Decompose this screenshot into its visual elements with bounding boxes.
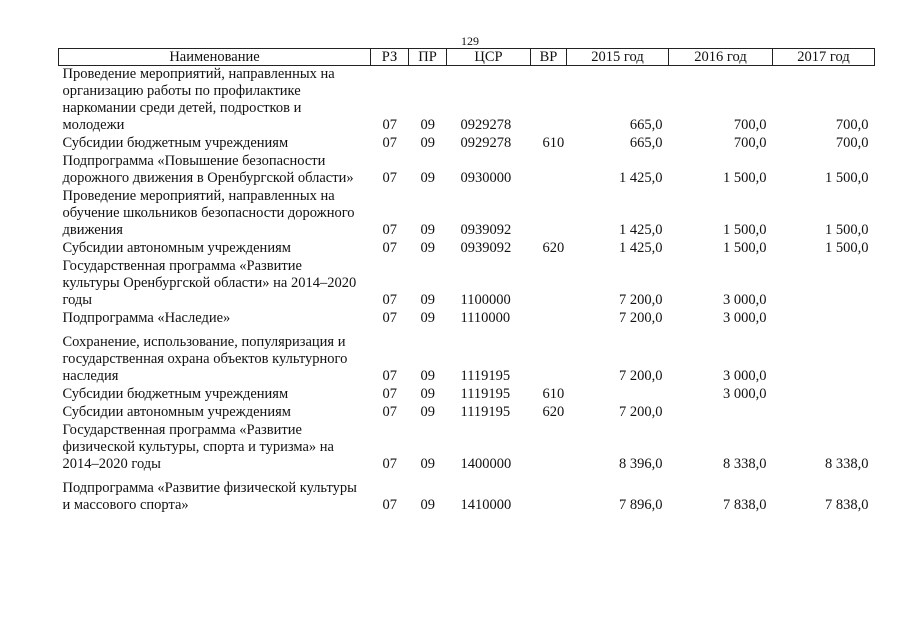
cell-pr: 09 bbox=[420, 497, 435, 513]
cell-name: Государственная программа «Развитие физической культуры, спорта и туризма» на 2014–2020 годы bbox=[62, 422, 334, 472]
table-row bbox=[59, 328, 875, 386]
cell-rz: 07 bbox=[382, 135, 397, 151]
table-row bbox=[59, 135, 875, 153]
table-row bbox=[59, 404, 875, 422]
cell-vr bbox=[531, 474, 567, 515]
cell-2015: 7 896,0 bbox=[619, 497, 663, 513]
cell-2015: 7 200,0 bbox=[619, 404, 663, 420]
cell-2017: 700,0 bbox=[835, 135, 869, 151]
cell-csr: 1119195 bbox=[460, 404, 511, 420]
cell-rz: 07 bbox=[382, 240, 397, 256]
header-2016: 2016 год bbox=[669, 49, 773, 66]
cell-2016: 1 500,0 bbox=[723, 240, 767, 256]
cell-2015: 7 200,0 bbox=[619, 310, 663, 326]
cell-vr: 610 bbox=[542, 135, 565, 151]
cell-2017 bbox=[773, 258, 875, 310]
cell-rz: 07 bbox=[382, 117, 397, 133]
cell-2015: 665,0 bbox=[629, 117, 663, 133]
cell-2015 bbox=[567, 386, 669, 404]
cell-pr: 09 bbox=[420, 368, 435, 384]
table-row bbox=[59, 386, 875, 404]
table-row bbox=[59, 66, 875, 136]
cell-rz: 07 bbox=[382, 386, 397, 402]
cell-rz: 07 bbox=[382, 404, 397, 420]
cell-2015: 665,0 bbox=[629, 135, 663, 151]
cell-pr: 09 bbox=[420, 404, 435, 420]
cell-2016: 8 338,0 bbox=[723, 456, 767, 472]
cell-rz: 07 bbox=[382, 170, 397, 186]
cell-pr: 09 bbox=[420, 292, 435, 308]
cell-csr: 0929278 bbox=[460, 135, 512, 151]
cell-name: Субсидии автономным учреждениям bbox=[62, 240, 291, 256]
page-number: 129 bbox=[461, 34, 479, 48]
cell-pr: 09 bbox=[420, 310, 435, 326]
table-row bbox=[59, 310, 875, 328]
cell-vr bbox=[531, 422, 567, 474]
cell-2015: 7 200,0 bbox=[619, 368, 663, 384]
cell-vr bbox=[531, 153, 567, 188]
cell-name: Подпрограмма «Повышение безопасности дорожного движения в Оренбургской области» bbox=[62, 153, 354, 186]
cell-rz: 07 bbox=[382, 222, 397, 238]
cell-vr: 620 bbox=[542, 240, 565, 256]
cell-vr bbox=[531, 310, 567, 328]
cell-csr: 1410000 bbox=[460, 497, 512, 513]
cell-2016: 700,0 bbox=[733, 135, 767, 151]
cell-csr: 0929278 bbox=[460, 117, 512, 133]
table-row bbox=[59, 153, 875, 188]
cell-vr bbox=[531, 258, 567, 310]
header-name: Наименование bbox=[59, 49, 371, 66]
cell-2016: 7 838,0 bbox=[723, 497, 767, 513]
cell-name: Субсидии бюджетным учреждениям bbox=[62, 135, 289, 151]
cell-2017: 8 338,0 bbox=[825, 456, 869, 472]
cell-pr: 09 bbox=[420, 117, 435, 133]
header-2015: 2015 год bbox=[567, 49, 669, 66]
cell-2015: 1 425,0 bbox=[619, 170, 663, 186]
cell-name: Проведение мероприятий, направленных на организацию работы по профилактике наркомании среди детей, подростков и молодежи bbox=[62, 66, 335, 133]
cell-2016: 1 500,0 bbox=[723, 222, 767, 238]
cell-vr: 620 bbox=[542, 404, 565, 420]
cell-rz: 07 bbox=[382, 368, 397, 384]
cell-2017 bbox=[773, 310, 875, 328]
cell-name: Подпрограмма «Наследие» bbox=[62, 310, 231, 326]
table-row bbox=[59, 258, 875, 310]
table-row bbox=[59, 188, 875, 240]
table-header-row bbox=[59, 49, 875, 66]
cell-2017 bbox=[773, 328, 875, 386]
cell-pr: 09 bbox=[420, 240, 435, 256]
cell-2015: 1 425,0 bbox=[619, 240, 663, 256]
cell-csr: 1400000 bbox=[460, 456, 512, 472]
table-row bbox=[59, 422, 875, 474]
cell-pr: 09 bbox=[420, 456, 435, 472]
table-row bbox=[59, 474, 875, 515]
cell-pr: 09 bbox=[420, 135, 435, 151]
cell-csr: 1119195 bbox=[460, 386, 511, 402]
cell-name: Сохранение, использование, популяризация и государственная охрана объектов культурного наследия bbox=[62, 334, 348, 384]
cell-2017: 1 500,0 bbox=[825, 222, 869, 238]
cell-csr: 1119195 bbox=[460, 368, 511, 384]
cell-2017: 7 838,0 bbox=[825, 497, 869, 513]
cell-2015: 8 396,0 bbox=[619, 456, 663, 472]
cell-2016: 3 000,0 bbox=[723, 386, 767, 402]
cell-name: Субсидии автономным учреждениям bbox=[62, 404, 291, 420]
table-row bbox=[59, 240, 875, 258]
cell-2017 bbox=[773, 386, 875, 404]
cell-pr: 09 bbox=[420, 170, 435, 186]
header-pr: ПР bbox=[409, 49, 447, 66]
cell-name: Государственная программа «Развитие культуры Оренбургской области» на 2014–2020 годы bbox=[62, 258, 357, 308]
cell-csr: 0930000 bbox=[460, 170, 512, 186]
cell-2016: 3 000,0 bbox=[723, 292, 767, 308]
cell-rz: 07 bbox=[382, 310, 397, 326]
cell-vr bbox=[531, 66, 567, 136]
cell-csr: 0939092 bbox=[460, 240, 512, 256]
cell-csr: 1100000 bbox=[460, 292, 511, 308]
cell-2017 bbox=[773, 404, 875, 422]
cell-2017: 1 500,0 bbox=[825, 170, 869, 186]
cell-2017: 1 500,0 bbox=[825, 240, 869, 256]
header-2017: 2017 год bbox=[773, 49, 875, 66]
table-body bbox=[59, 66, 875, 516]
cell-name: Субсидии бюджетным учреждениям bbox=[62, 386, 289, 402]
cell-pr: 09 bbox=[420, 386, 435, 402]
cell-2015: 1 425,0 bbox=[619, 222, 663, 238]
cell-rz: 07 bbox=[382, 456, 397, 472]
cell-name: Проведение мероприятий, направленных на обучение школьников безопасности дорожного движения bbox=[62, 188, 355, 238]
cell-vr bbox=[531, 188, 567, 240]
cell-csr: 1110000 bbox=[460, 310, 511, 326]
cell-2017: 700,0 bbox=[835, 117, 869, 133]
header-rz: РЗ bbox=[371, 49, 409, 66]
budget-table bbox=[58, 48, 875, 515]
cell-vr: 610 bbox=[542, 386, 565, 402]
cell-pr: 09 bbox=[420, 222, 435, 238]
header-csr: ЦСР bbox=[447, 49, 531, 66]
cell-2016 bbox=[669, 404, 773, 422]
cell-csr: 0939092 bbox=[460, 222, 512, 238]
cell-2016: 3 000,0 bbox=[723, 310, 767, 326]
cell-2016: 3 000,0 bbox=[723, 368, 767, 384]
header-vr: ВР bbox=[531, 49, 567, 66]
cell-name: Подпрограмма «Развитие физической культуры и массового спорта» bbox=[62, 480, 357, 513]
cell-rz: 07 bbox=[382, 497, 397, 513]
cell-vr bbox=[531, 328, 567, 386]
cell-2016: 1 500,0 bbox=[723, 170, 767, 186]
cell-2016: 700,0 bbox=[733, 117, 767, 133]
cell-rz: 07 bbox=[382, 292, 397, 308]
cell-2015: 7 200,0 bbox=[619, 292, 663, 308]
